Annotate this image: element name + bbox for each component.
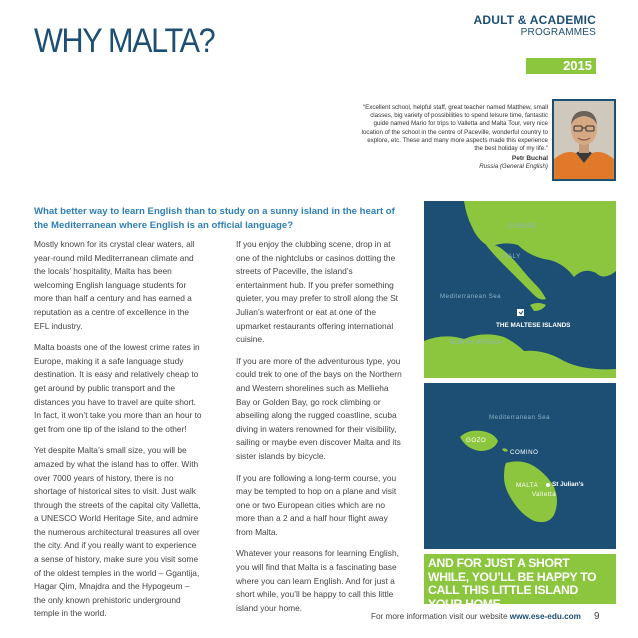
map-label-sea: Mediterranean Sea (440, 293, 502, 300)
brand-line1: ADULT & ACADEMIC (473, 13, 596, 27)
mediterranean-map (424, 201, 616, 378)
map-label-malta: MALTA (516, 482, 539, 489)
brand-year-badge: 2015 (526, 58, 596, 74)
testimonial-photo (552, 99, 616, 181)
text-column-1 (34, 238, 202, 629)
paragraph: Whatever your reasons for learning English, you will find that Malta is a fascinating base where you can learn English. And for just a short while, you’ll be happy to call this little island your home. (236, 548, 399, 613)
malta-map-graphic (424, 383, 616, 549)
malta-map (424, 383, 616, 549)
map-label-comino: COMINO (510, 449, 539, 456)
testimonial-text: “Excellent school, helpful staff, great teacher named Matthew, small classes, big variety of possibilities to spend leisure time, fantastic guide named Mario for trips to Valletta and Malta Tour, very nice location of the school in the centre of Paceville, wonderful country to explore, etc. These and many more aspects made this experience the best holiday of my life.” (361, 104, 548, 153)
paragraph: Malta boasts one of the lowest crime rates in Europe, making it a safe language study destination. It is easy and relatively cheap to get around by public transport and the distances you have to travel are quite short. In fact, it won’t take you more than an hour to get from one tip of the island to the other! (34, 342, 202, 434)
map-label-sea: Mediterranean Sea (489, 414, 551, 421)
map-label-valletta: Valletta (532, 491, 557, 498)
testimonial-role: Russia (General English) (479, 163, 548, 171)
footer (371, 612, 581, 621)
paragraph: Mostly known for its crystal clear waters, all year-round mild Mediterranean climate and the locals’ hospitality, Malta has been welcoming English language students for more than half a century and has earned a reputation as a centre of excellence in the EFL industry. (34, 239, 195, 331)
person-photo-icon (554, 101, 614, 179)
paragraph: If you are more of the adventurous type, you could trek to one of the bays on the Northern and Western shorelines such as Mellieha Bay or Golden Bay, go rock climbing or abseiling along the rugged coastline, scuba diving in waters renowned for their visibility, sailing or maybe even discover Malta and its sister islands by bicycle. (236, 355, 402, 461)
website-link[interactable]: www.ese-edu.com (509, 612, 581, 621)
map-label-europe: EUROPE (508, 223, 538, 230)
text-column-2 (236, 238, 404, 623)
page-number: 9 (594, 611, 600, 622)
page-title: WHY MALTA? (34, 22, 215, 60)
testimonial (360, 104, 548, 172)
callout-box: AND FOR JUST A SHORT WHILE, YOU’LL BE HAPPY TO CALL THIS LITTLE ISLAND YOUR HOME. (424, 554, 616, 604)
map-label-gozo: GOZO (466, 437, 487, 444)
map-label-st-julians: St Julian's (552, 481, 584, 488)
testimonial-name: Petr Buchal (511, 155, 548, 163)
map-label-north-africa: NORTH AFRICA (450, 339, 502, 346)
intro-heading: What better way to learn English than to study on a sunny island in the heart of the Mediterranean where English is an official language? (34, 206, 395, 231)
map-label-maltese-islands: THE MALTESE ISLANDS (496, 322, 571, 329)
brand-block (473, 14, 596, 38)
paragraph: If you enjoy the clubbing scene, drop in at one of the nightclubs or casinos dotting the streets of Paceville, the island’s entertainment hub. If you prefer something quieter, you may prefer to stroll along the St Julian’s waterfront or eat at one of the upmarket restaurants offering international cuisine. (236, 239, 399, 345)
paragraph: Yet despite Malta’s small size, you will be amazed by what the island has to offer. With over 7000 years of history, there is no shortage of historical sites to visit. Just walk through the streets of the capital city Valletta, a UNESCO World Heritage Site, and admire the numerous architectural treasures all over the city. And if you really want to experience a sense of history, make sure you visit some of the oldest temples in the world – Ggantija, Hagar Qim, Mnajdra and the Hypogeum – the only known prehistoric underground temple in the world. (34, 445, 201, 619)
paragraph: If you are following a long-term course, you may be tempted to hop on a plane and visit one or two European cities which are no more than a 2 and a half hour flight away from Malta. (236, 472, 397, 537)
footer-text: For more information visit our website (371, 612, 508, 621)
map-label-italy: ITALY (502, 253, 521, 260)
brand-line2: PROGRAMMES (520, 27, 596, 38)
